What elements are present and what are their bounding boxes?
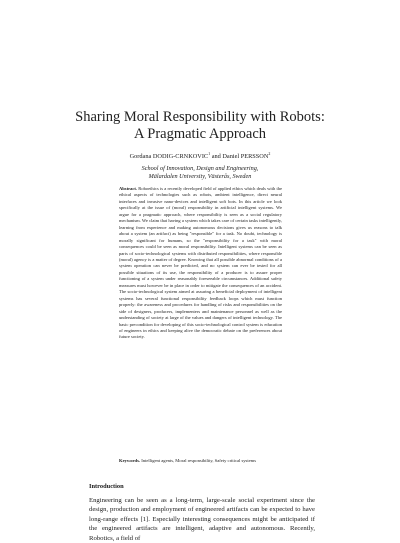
- introduction-paragraph: Engineering can be seen as a long-term, large-scale social experiment since the design, production and employment of engineered artifacts can be expected to have long-range effects [1]. Especially interesting consequences might be anticipated if the engineered artifacts are intelligent, adaptive and autonomous. Recently, Robotics, a field of: [89, 497, 315, 542]
- keywords-text: Intelligent agents, Moral responsibility, Safety critical systems: [141, 458, 256, 463]
- author-list: [40, 150, 360, 161]
- author-2: and Daniel PERSSON: [210, 153, 269, 161]
- title-line-1: Sharing Moral Responsibility with Robots:: [75, 109, 325, 125]
- author-1: Gordana DODIG-CRNKOVIC: [129, 153, 209, 161]
- affiliation-line-2: Mälardalen University, Västerås, Sweden: [148, 173, 252, 180]
- title-line-2: A Pragmatic Approach: [133, 126, 267, 142]
- keywords: [119, 458, 289, 464]
- affiliation-line-1: School of Innovation, Design and Engineering,: [141, 165, 259, 172]
- abstract-text: Roboethics is a recently developed field of applied ethics which deals with the ethical aspects of technologies such as robots, ambient intelligence, direct neural interfaces and invasive nano-devices and intelligent soft bots. In this article we look specifically at the issue of (moral) responsibility in artificial intelligent systems. We argue for a pragmatic approach, where responsibility is seen as a social regulatory mechanism. We claim that having a system which takes care of certain tasks intelligently, learning from experience and making autonomous decisions gives us reasons to talk about a system (an artifact) as being "responsible" for a task. No doubt, technology is morally significant for humans, so the "responsibility for a task" with moral consequences could be seen as moral responsibility. Intelligent systems can be seen as parts of socio-technological systems with distributed responsibilities, where responsible (moral) agency is a matter of degree. Knowing that all possible abnormal conditions of a system operation can never be predicted, and no system can ever be tested for all possible situations of its use, the responsibility of a producer is to assure proper functioning of a system under reasonably foreseeable circumstances. Additional safety measures must however be in place in order to mitigate the consequences of an accident. The socio-technological system aimed at assuring a beneficial deployment of intelligent systems has several functional responsibility feedback loops which must function properly: the awareness and procedures for handling of risks and responsibilities on the side of designers, producers, implementers and maintenance personnel as well as the understanding of society at large of the values and dangers of intelligent technology. The basic precondition for developing of this socio-technological control system is education of engineers in ethics and keeping alive the democratic debate on the preferences about future society.: [119, 186, 282, 340]
- keywords-label: Keywords.: [119, 458, 141, 463]
- abstract-label: Abstract.: [119, 186, 138, 191]
- affiliation: [40, 165, 360, 181]
- abstract: [119, 186, 282, 341]
- section-heading-introduction: Introduction: [89, 483, 124, 490]
- author-2-footnote-mark: 2: [268, 151, 271, 156]
- author-1-footnote-mark: 1: [208, 151, 211, 156]
- paper-title: [40, 109, 360, 143]
